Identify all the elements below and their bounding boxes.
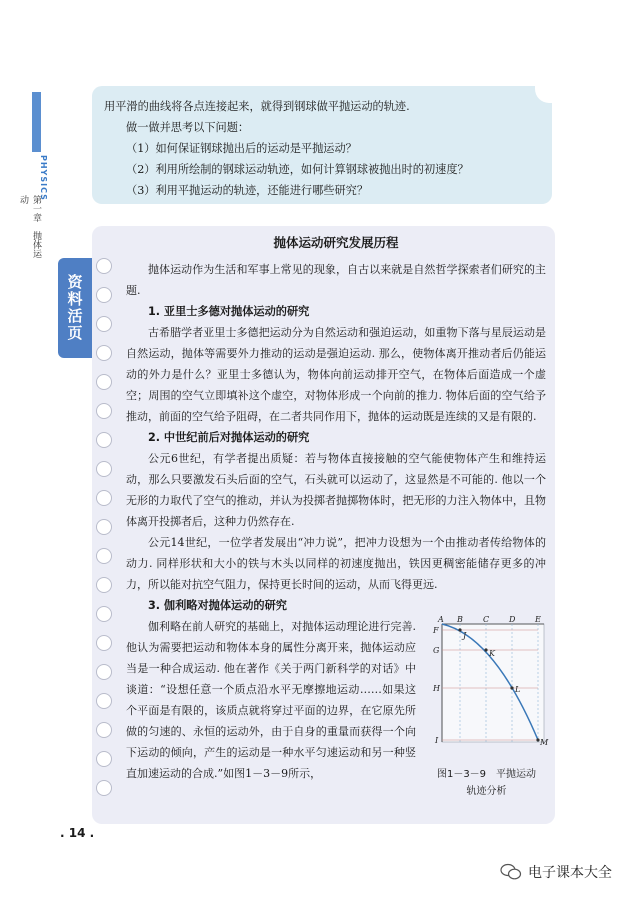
wechat-account: 电子课本大全 (528, 865, 612, 881)
label-c: C (483, 616, 490, 624)
think-line: 做一做并思考以下问题： (126, 121, 250, 134)
binder-ring (96, 548, 112, 564)
binder-ring (96, 490, 112, 506)
point-k (484, 648, 487, 651)
wechat-watermark (500, 862, 612, 882)
section-heading: 2. 中世纪前后对抛体运动的研究 (148, 431, 310, 444)
label-m: M (540, 738, 549, 747)
label-b: B (457, 616, 463, 624)
wechat-icon (500, 863, 522, 881)
binder-ring (96, 751, 112, 767)
binder-ring (96, 635, 112, 651)
section-heading: 3. 伽利略对抛体运动的研究 (148, 599, 287, 612)
binder-ring (96, 403, 112, 419)
label-g: G (433, 646, 440, 655)
figure-frame (442, 624, 544, 742)
label-h: H (433, 684, 440, 693)
binder-rings (96, 258, 116, 818)
label-f: F (433, 626, 439, 635)
binder-ring (96, 345, 112, 361)
binder-ring (96, 664, 112, 680)
section-paragraph: 古希腊学者亚里士多德把运动分为自然运动和强迫运动，如重物下落与星辰运动是自然运动，抛体等需要外力推动的运动是强迫运动. 那么，使物体离开推动者后仍能运动的外力是什么？亚里士多德认为，物体向前运动排开空气，在物体后面造成一个虚空；周围的空气立即填补这个虚空，对物体形成一个向前的推力. 物体后面的空气给予推动，前面的空气给予阻碍，在二者共同作用下，抛体的运动既是连续的又是有限的. (126, 326, 546, 423)
section-paragraph: 公元14世纪，一位学者发展出“冲力说”，把冲力设想为一个由推动者传给物体的动力. 同样形状和大小的铁与木头以同样的初速度抛出，铁因更稠密能储存更多的冲力，所以能对抗空气阻力，保持更长时间的运动，从而飞得更远. (126, 536, 546, 591)
binder-ring (96, 780, 112, 796)
label-i: I (435, 736, 439, 745)
caption-line: 图1－3－9 平抛运动 (436, 769, 537, 780)
binder-ring (96, 577, 112, 593)
think-line: （1）如何保证钢球抛出后的运动是平抛运动？ (126, 142, 357, 155)
binder-ring (96, 606, 112, 622)
think-line: （3）利用平抛运动的轨迹，还能进行哪些研究？ (126, 184, 369, 197)
chapter-label: 第一章 抛体运动 (18, 195, 41, 258)
caption-line: 轨迹分析 (466, 786, 507, 797)
think-line: （2）利用所绘制的钢球运动轨迹，如何计算钢球被抛出时的初速度？ (126, 163, 469, 176)
think-box (92, 86, 552, 204)
binder-ring (96, 287, 112, 303)
article-title: 抛体运动研究发展历程 (273, 235, 399, 250)
label-j: J (463, 631, 467, 640)
label-d: D (509, 616, 516, 624)
binder-ring (96, 519, 112, 535)
binder-ring (96, 722, 112, 738)
label-e: E (535, 616, 541, 624)
section-tab: 资料活页 (58, 258, 92, 358)
page-number: . 14 . (60, 826, 95, 840)
binder-ring (96, 374, 112, 390)
think-line: 用平滑的曲线将各点连接起来，就得到钢球做平抛运动的轨迹. (104, 100, 410, 113)
subject-label: PHYSICS (39, 155, 48, 201)
binder-ring (96, 461, 112, 477)
article-intro: 抛体运动作为生活和军事上常见的现象，自古以来就是自然哲学探索者们研究的主题. (126, 263, 546, 297)
binder-ring (96, 316, 112, 332)
section-paragraph: 公元6世纪，有学者提出质疑：若与物体直接接触的空气能使物体产生和维持运动，那么只要激发石头后面的空气，石头就可以运动了，这显然是不可能的. 他以一个无形的力取代了空气的推动，并认为投掷者抛掷物体时，把无形的力注入物体中，且物体离开投掷者后，这种力仍然存在. (126, 452, 546, 528)
figure-caption (424, 766, 549, 800)
label-a: A (438, 616, 444, 624)
point-l (510, 686, 513, 689)
binder-ring (96, 258, 112, 274)
binder-ring (96, 693, 112, 709)
section-heading: 1. 亚里士多德对抛体运动的研究 (148, 305, 310, 318)
point-j (458, 628, 461, 631)
section-paragraph: 伽利略在前人研究的基础上，对抛体运动理论进行完善. 他认为需要把运动和物体本身的属性分离开来，抛体运动应当是一种合成运动. 他在著作《关于两门新科学的对话》中谈道：“设想任意一个质点沿水平无摩擦地运动……如果这个平面是有限的，该质点就将穿过平面的边界，在它原先所做的匀速的、永恒的运动外，由于自身的重量而获得一个向下运动的倾向，产生的运动是一种水平匀速运动和另一种竖直加速运动的合成.”如图1－3－9所示， (126, 620, 416, 780)
binder-ring (96, 432, 112, 448)
label-l: L (515, 685, 521, 694)
label-k: K (489, 649, 495, 658)
side-color-bar (32, 92, 41, 152)
